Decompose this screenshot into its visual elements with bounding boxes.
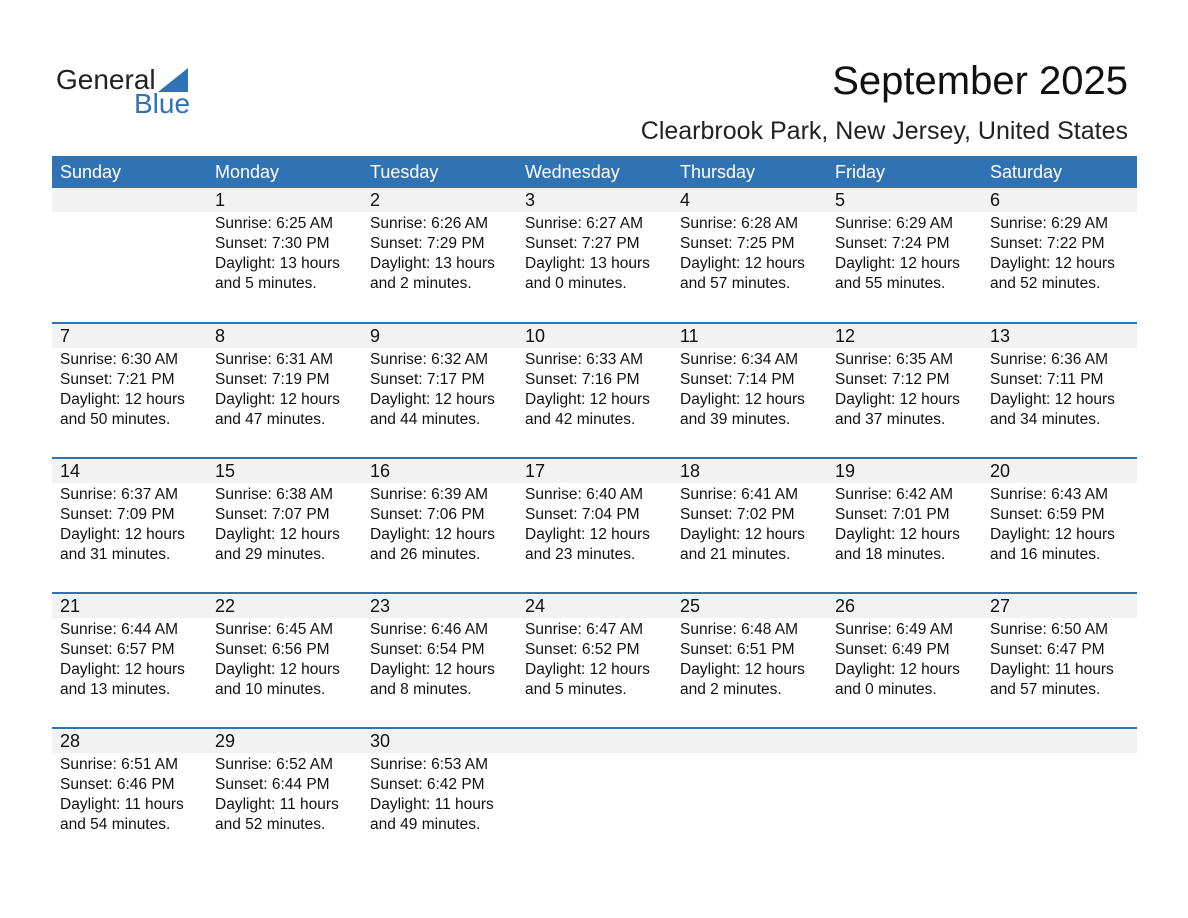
day-number-bar [982, 459, 1137, 483]
weekday-friday: Friday [835, 162, 886, 182]
day-number-bar [517, 459, 672, 483]
day-number: 28 [60, 731, 81, 751]
day-number-bar [52, 188, 207, 212]
day-cell [52, 459, 207, 592]
daylight-minutes: and 5 minutes. [215, 275, 317, 292]
sunset-time: Sunset: 6:42 PM [370, 776, 485, 793]
day-cell [982, 324, 1137, 457]
day-number: 10 [525, 326, 546, 346]
daylight-minutes: and 54 minutes. [60, 816, 171, 833]
daylight-hours: Daylight: 13 hours [215, 255, 340, 272]
day-number-bar [362, 459, 517, 483]
daylight-minutes: and 49 minutes. [370, 816, 481, 833]
day-number: 29 [215, 731, 236, 751]
day-sun-info [207, 753, 362, 835]
day-number-bar [827, 594, 982, 618]
daylight-minutes: and 31 minutes. [60, 546, 171, 563]
day-sun-info [827, 348, 982, 430]
daylight-minutes: and 0 minutes. [525, 275, 627, 292]
day-cell [207, 459, 362, 592]
daylight-minutes: and 23 minutes. [525, 546, 636, 563]
daylight-minutes: and 8 minutes. [370, 681, 472, 698]
day-number: 21 [60, 596, 81, 616]
day-number-bar [517, 324, 672, 348]
daylight-hours: Daylight: 12 hours [680, 526, 805, 543]
sunrise-time: Sunrise: 6:39 AM [370, 486, 489, 503]
day-number: 13 [990, 326, 1011, 346]
week-row [52, 322, 1137, 457]
daylight-minutes: and 42 minutes. [525, 411, 636, 428]
daylight-hours: Daylight: 11 hours [370, 796, 494, 813]
day-sun-info [52, 483, 207, 565]
day-number-bar [827, 729, 982, 753]
day-cell [982, 459, 1137, 592]
day-cell [362, 594, 517, 727]
sunset-time: Sunset: 7:06 PM [370, 506, 485, 523]
day-number-bar [672, 324, 827, 348]
weekday-saturday: Saturday [990, 162, 1063, 182]
sunrise-time: Sunrise: 6:33 AM [525, 351, 644, 368]
logo-text-blue: Blue [134, 88, 191, 119]
day-cell [362, 188, 517, 322]
location-subtitle: Clearbrook Park, New Jersey, United States [640, 117, 1128, 145]
sunset-time: Sunset: 7:25 PM [680, 235, 795, 252]
daylight-minutes: and 5 minutes. [525, 681, 627, 698]
daylight-hours: Daylight: 12 hours [525, 661, 650, 678]
day-cell [207, 594, 362, 727]
day-sun-info [982, 618, 1137, 700]
sunset-time: Sunset: 7:12 PM [835, 371, 950, 388]
day-cell [827, 188, 982, 322]
day-number: 25 [680, 596, 701, 616]
day-cell [207, 324, 362, 457]
day-number-bar [362, 594, 517, 618]
sunset-time: Sunset: 7:07 PM [215, 506, 330, 523]
day-number-bar [827, 324, 982, 348]
sunrise-time: Sunrise: 6:45 AM [215, 621, 334, 638]
daylight-hours: Daylight: 12 hours [680, 661, 805, 678]
day-number: 2 [370, 190, 381, 210]
daylight-hours: Daylight: 12 hours [835, 661, 960, 678]
day-cell [517, 594, 672, 727]
day-sun-info [827, 212, 982, 294]
sunrise-time: Sunrise: 6:31 AM [215, 351, 334, 368]
daylight-minutes: and 55 minutes. [835, 275, 946, 292]
day-number-bar [517, 188, 672, 212]
daylight-hours: Daylight: 11 hours [215, 796, 339, 813]
daylight-hours: Daylight: 12 hours [370, 526, 495, 543]
day-cell [672, 459, 827, 592]
day-number: 4 [680, 190, 691, 210]
day-sun-info [52, 753, 207, 835]
day-number: 27 [990, 596, 1011, 616]
sunset-time: Sunset: 7:21 PM [60, 371, 175, 388]
day-number-bar [672, 459, 827, 483]
day-sun-info [672, 483, 827, 565]
sunset-time: Sunset: 6:57 PM [60, 641, 175, 658]
day-number-bar [362, 188, 517, 212]
empty-day-cell [672, 729, 827, 862]
day-number-bar [362, 729, 517, 753]
day-number-bar [207, 729, 362, 753]
day-number: 9 [370, 326, 381, 346]
day-cell [672, 324, 827, 457]
sunset-time: Sunset: 7:09 PM [60, 506, 175, 523]
sunset-time: Sunset: 7:02 PM [680, 506, 795, 523]
sunset-time: Sunset: 6:59 PM [990, 506, 1105, 523]
daylight-hours: Daylight: 12 hours [990, 391, 1115, 408]
sunrise-time: Sunrise: 6:51 AM [60, 756, 179, 773]
day-number: 20 [990, 461, 1011, 481]
daylight-minutes: and 47 minutes. [215, 411, 326, 428]
day-sun-info [517, 212, 672, 294]
day-cell [207, 188, 362, 322]
day-number: 12 [835, 326, 856, 346]
logo-text-general: General [56, 64, 156, 95]
daylight-minutes: and 50 minutes. [60, 411, 171, 428]
day-number: 16 [370, 461, 391, 481]
weekday-wednesday: Wednesday [525, 162, 620, 182]
sunrise-time: Sunrise: 6:29 AM [990, 215, 1109, 232]
week-row [52, 592, 1137, 727]
day-number-bar [52, 459, 207, 483]
sunset-time: Sunset: 6:47 PM [990, 641, 1105, 658]
daylight-minutes: and 52 minutes. [215, 816, 326, 833]
daylight-hours: Daylight: 12 hours [680, 255, 805, 272]
sunrise-time: Sunrise: 6:46 AM [370, 621, 489, 638]
day-sun-info [982, 212, 1137, 294]
daylight-minutes: and 2 minutes. [370, 275, 472, 292]
day-number: 19 [835, 461, 856, 481]
day-sun-info [827, 483, 982, 565]
day-number-bar [982, 324, 1137, 348]
sunset-time: Sunset: 7:11 PM [990, 371, 1104, 388]
daylight-minutes: and 16 minutes. [990, 546, 1101, 563]
day-number: 11 [680, 326, 699, 346]
empty-day-cell [52, 188, 207, 322]
sunrise-time: Sunrise: 6:52 AM [215, 756, 334, 773]
sunrise-time: Sunrise: 6:43 AM [990, 486, 1109, 503]
weekday-header-row [52, 156, 1137, 188]
generalblue-logo [56, 64, 206, 120]
sunset-time: Sunset: 7:29 PM [370, 235, 485, 252]
day-number-bar [827, 459, 982, 483]
daylight-minutes: and 10 minutes. [215, 681, 326, 698]
day-number-bar [672, 729, 827, 753]
daylight-hours: Daylight: 12 hours [60, 526, 185, 543]
day-number-bar [207, 459, 362, 483]
weeks-container [52, 188, 1137, 862]
daylight-hours: Daylight: 12 hours [370, 661, 495, 678]
day-cell [672, 188, 827, 322]
day-number-bar [672, 594, 827, 618]
day-number: 22 [215, 596, 236, 616]
daylight-hours: Daylight: 12 hours [835, 255, 960, 272]
calendar-grid [52, 156, 1137, 862]
day-sun-info [207, 212, 362, 294]
daylight-minutes: and 52 minutes. [990, 275, 1101, 292]
day-sun-info [672, 348, 827, 430]
daylight-hours: Daylight: 12 hours [525, 391, 650, 408]
sunset-time: Sunset: 7:27 PM [525, 235, 640, 252]
day-sun-info [362, 618, 517, 700]
sunrise-time: Sunrise: 6:36 AM [990, 351, 1109, 368]
day-sun-info [517, 348, 672, 430]
day-number-bar [982, 729, 1137, 753]
day-number: 7 [60, 326, 71, 346]
sunset-time: Sunset: 6:56 PM [215, 641, 330, 658]
day-sun-info [672, 618, 827, 700]
daylight-minutes: and 13 minutes. [60, 681, 171, 698]
daylight-hours: Daylight: 12 hours [215, 391, 340, 408]
day-number: 23 [370, 596, 391, 616]
day-number: 30 [370, 731, 391, 751]
day-number-bar [672, 188, 827, 212]
sunrise-time: Sunrise: 6:32 AM [370, 351, 489, 368]
daylight-minutes: and 0 minutes. [835, 681, 937, 698]
daylight-hours: Daylight: 12 hours [680, 391, 805, 408]
sunrise-time: Sunrise: 6:50 AM [990, 621, 1109, 638]
day-number-bar [207, 188, 362, 212]
sunset-time: Sunset: 7:14 PM [680, 371, 795, 388]
week-row [52, 457, 1137, 592]
day-cell [207, 729, 362, 862]
sunrise-time: Sunrise: 6:27 AM [525, 215, 644, 232]
daylight-hours: Daylight: 12 hours [990, 255, 1115, 272]
sunset-time: Sunset: 7:17 PM [370, 371, 485, 388]
day-number-bar [52, 324, 207, 348]
day-number-bar [517, 729, 672, 753]
sunset-time: Sunset: 7:16 PM [525, 371, 640, 388]
day-cell [517, 188, 672, 322]
sunset-time: Sunset: 6:49 PM [835, 641, 950, 658]
daylight-minutes: and 57 minutes. [990, 681, 1101, 698]
sunset-time: Sunset: 6:51 PM [680, 641, 795, 658]
daylight-hours: Daylight: 12 hours [835, 391, 960, 408]
sunset-time: Sunset: 7:22 PM [990, 235, 1105, 252]
daylight-minutes: and 57 minutes. [680, 275, 791, 292]
day-number: 1 [215, 190, 226, 210]
daylight-hours: Daylight: 12 hours [60, 391, 185, 408]
day-sun-info [672, 212, 827, 294]
day-number: 6 [990, 190, 1001, 210]
sunrise-time: Sunrise: 6:40 AM [525, 486, 644, 503]
daylight-hours: Daylight: 11 hours [990, 661, 1114, 678]
sunrise-time: Sunrise: 6:47 AM [525, 621, 644, 638]
daylight-minutes: and 37 minutes. [835, 411, 946, 428]
sunrise-time: Sunrise: 6:53 AM [370, 756, 489, 773]
day-number: 26 [835, 596, 856, 616]
day-number-bar [207, 324, 362, 348]
weekday-tuesday: Tuesday [370, 162, 439, 182]
day-cell [517, 324, 672, 457]
day-number-bar [827, 188, 982, 212]
daylight-minutes: and 34 minutes. [990, 411, 1101, 428]
day-sun-info [517, 483, 672, 565]
day-cell [362, 324, 517, 457]
day-sun-info [362, 212, 517, 294]
day-cell [827, 324, 982, 457]
sunrise-time: Sunrise: 6:38 AM [215, 486, 334, 503]
daylight-hours: Daylight: 12 hours [990, 526, 1115, 543]
empty-day-cell [517, 729, 672, 862]
sunset-time: Sunset: 6:52 PM [525, 641, 640, 658]
day-number: 18 [680, 461, 701, 481]
sunrise-time: Sunrise: 6:44 AM [60, 621, 179, 638]
day-number: 24 [525, 596, 546, 616]
daylight-hours: Daylight: 12 hours [60, 661, 185, 678]
day-number-bar [207, 594, 362, 618]
day-cell [827, 594, 982, 727]
day-number-bar [982, 188, 1137, 212]
day-cell [362, 729, 517, 862]
day-number-bar [517, 594, 672, 618]
day-sun-info [362, 753, 517, 835]
day-sun-info [982, 348, 1137, 430]
daylight-hours: Daylight: 12 hours [835, 526, 960, 543]
daylight-minutes: and 29 minutes. [215, 546, 326, 563]
sunrise-time: Sunrise: 6:42 AM [835, 486, 954, 503]
week-row [52, 727, 1137, 862]
day-sun-info [52, 618, 207, 700]
sunrise-time: Sunrise: 6:35 AM [835, 351, 954, 368]
daylight-minutes: and 44 minutes. [370, 411, 481, 428]
day-cell [982, 188, 1137, 322]
sunrise-time: Sunrise: 6:29 AM [835, 215, 954, 232]
daylight-minutes: and 2 minutes. [680, 681, 782, 698]
day-cell [672, 594, 827, 727]
day-cell [52, 594, 207, 727]
day-sun-info [362, 348, 517, 430]
sunset-time: Sunset: 6:54 PM [370, 641, 485, 658]
daylight-minutes: and 18 minutes. [835, 546, 946, 563]
daylight-minutes: and 39 minutes. [680, 411, 791, 428]
day-number-bar [52, 594, 207, 618]
day-number: 8 [215, 326, 226, 346]
week-row [52, 188, 1137, 322]
empty-day-cell [982, 729, 1137, 862]
day-number: 14 [60, 461, 81, 481]
weekday-thursday: Thursday [680, 162, 756, 182]
daylight-hours: Daylight: 12 hours [215, 526, 340, 543]
day-cell [982, 594, 1137, 727]
sunset-time: Sunset: 7:19 PM [215, 371, 330, 388]
empty-day-cell [827, 729, 982, 862]
sunrise-time: Sunrise: 6:28 AM [680, 215, 799, 232]
day-cell [52, 729, 207, 862]
daylight-minutes: and 21 minutes. [680, 546, 791, 563]
sunrise-time: Sunrise: 6:34 AM [680, 351, 799, 368]
sunrise-time: Sunrise: 6:37 AM [60, 486, 179, 503]
weekday-sunday: Sunday [60, 162, 122, 182]
day-sun-info [52, 348, 207, 430]
daylight-hours: Daylight: 12 hours [215, 661, 340, 678]
day-cell [827, 459, 982, 592]
sunrise-time: Sunrise: 6:26 AM [370, 215, 489, 232]
day-cell [52, 324, 207, 457]
day-number: 3 [525, 190, 536, 210]
daylight-hours: Daylight: 13 hours [525, 255, 650, 272]
sunrise-time: Sunrise: 6:49 AM [835, 621, 954, 638]
day-number-bar [362, 324, 517, 348]
daylight-minutes: and 26 minutes. [370, 546, 481, 563]
sunrise-time: Sunrise: 6:41 AM [680, 486, 799, 503]
day-sun-info [362, 483, 517, 565]
day-cell [517, 459, 672, 592]
day-sun-info [517, 618, 672, 700]
sunrise-time: Sunrise: 6:48 AM [680, 621, 799, 638]
day-sun-info [982, 483, 1137, 565]
day-sun-info [207, 483, 362, 565]
day-number: 5 [835, 190, 846, 210]
sunset-time: Sunset: 7:24 PM [835, 235, 950, 252]
daylight-hours: Daylight: 12 hours [525, 526, 650, 543]
daylight-hours: Daylight: 12 hours [370, 391, 495, 408]
day-number: 17 [525, 461, 546, 481]
daylight-hours: Daylight: 13 hours [370, 255, 495, 272]
sunset-time: Sunset: 7:30 PM [215, 235, 330, 252]
day-sun-info [827, 618, 982, 700]
day-number-bar [52, 729, 207, 753]
sunrise-time: Sunrise: 6:30 AM [60, 351, 179, 368]
daylight-hours: Daylight: 11 hours [60, 796, 184, 813]
sunrise-time: Sunrise: 6:25 AM [215, 215, 334, 232]
day-cell [362, 459, 517, 592]
day-number-bar [982, 594, 1137, 618]
day-sun-info [207, 348, 362, 430]
day-number: 15 [215, 461, 236, 481]
sunset-time: Sunset: 6:46 PM [60, 776, 175, 793]
sunset-time: Sunset: 7:04 PM [525, 506, 640, 523]
day-sun-info [207, 618, 362, 700]
page-title: September 2025 [832, 59, 1128, 103]
sunset-time: Sunset: 7:01 PM [835, 506, 950, 523]
sunset-time: Sunset: 6:44 PM [215, 776, 330, 793]
weekday-monday: Monday [215, 162, 280, 182]
